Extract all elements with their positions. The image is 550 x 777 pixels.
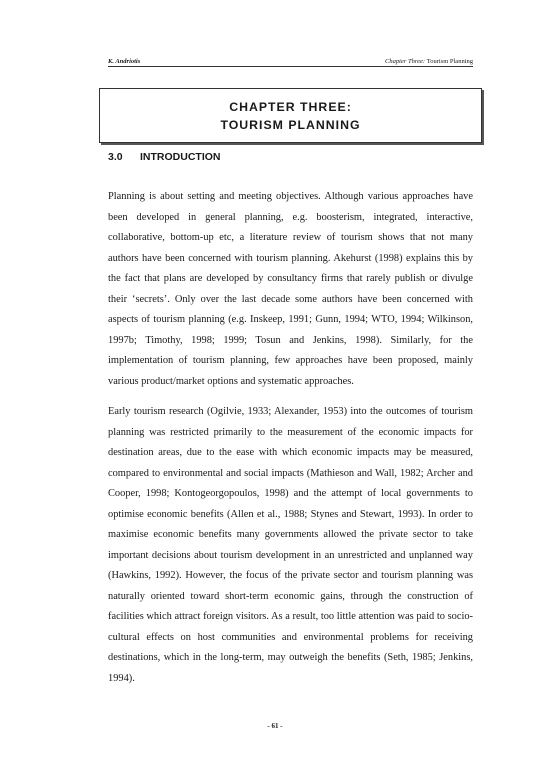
- chapter-number: CHAPTER THREE:: [229, 100, 352, 114]
- header-chapter-title: Tourism Planning: [426, 58, 473, 65]
- chapter-title: TOURISM PLANNING: [220, 118, 361, 132]
- running-header: [108, 58, 473, 67]
- header-chapter: [385, 58, 473, 65]
- section-title: INTRODUCTION: [140, 151, 221, 163]
- header-author: K. Andriotis: [108, 58, 141, 65]
- paragraph-early-research: Early tourism research (Ogilvie, 1933; Alexander, 1953) into the outcomes of tourism planning was restricted primarily to the measurement of the economic impacts for destination areas, due to the ease with which economic impacts may be measured, compared to environmental and social impacts (Mathieson and Wall, 1982; Archer and Cooper, 1998; Kontogeorgopoulos, 1998) and the attempt of local governments to optimise economic benefits (Allen et al., 1988; Stynes and Stewart, 1993). In order to maximise economic benefits many governments allowed the private sector to take important decisions about tourism development in an unrestricted and unplanned way (Hawkins, 1992). However, the focus of the private sector and tourism planning was naturally oriented toward short-term economic gains, through the construction of facilities which attract foreign visitors. As a result, too little attention was paid to socio-cultural effects on host communities and environmental problems for receiving destinations, which in the long-term, may outweigh the benefits (Seth, 1985; Jenkins, 1994).: [108, 406, 473, 684]
- page-number: - 61 -: [267, 722, 283, 730]
- paragraph-planning: Planning is about setting and meeting objectives. Although various approaches have been developed in general planning, e.g. boosterism, integrated, interactive, collaborative, bottom-up etc, a literature review of tourism shows that not many authors have been concerned with tourism planning. Akehurst (1998) explains this by the fact that plans are developed by consultancy firms that rarely publish or divulge their ‘secrets’. Only over the last decade some authors have been concerned with aspects of tourism planning (e.g. Inskeep, 1991; Gunn, 1994; WTO, 1994; Wilkinson, 1997b; Timothy, 1998; 1999; Tosun and Jenkins, 1998). Similarly, for the implementation of tourism planning, few approaches have been proposed, mainly various product/market options and systematic approaches.: [108, 191, 473, 387]
- header-chapter-label: Chapter Three:: [385, 58, 426, 65]
- section-heading: [108, 151, 221, 163]
- chapter-title-box: [99, 88, 482, 143]
- section-number: 3.0: [108, 151, 123, 163]
